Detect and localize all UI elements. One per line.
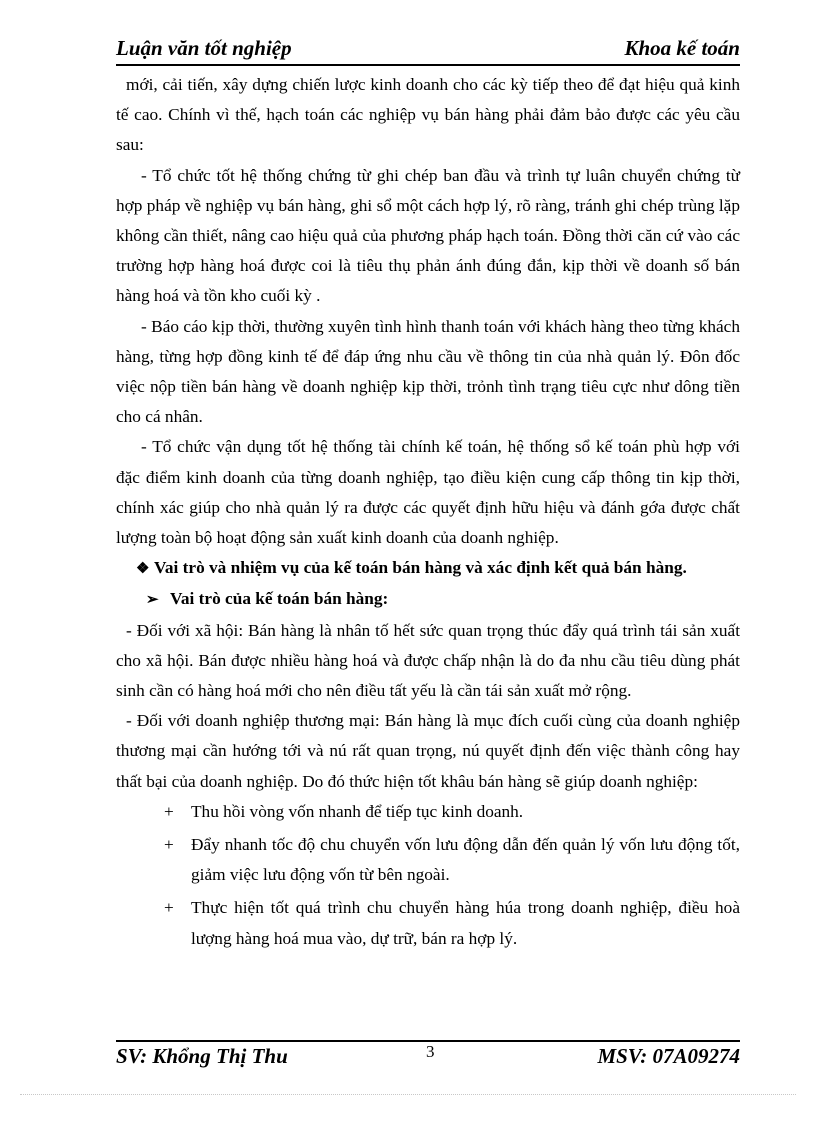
list-item-text: Đẩy nhanh tốc độ chu chuyển vốn lưu động dẫn đến quản lý vốn lưu động tốt, giảm việc lưu động vốn từ bên ngoài. — [191, 835, 740, 885]
subsection-heading — [116, 584, 740, 615]
list-item — [116, 830, 740, 890]
section-heading-text: Vai trò và nhiệm vụ của kế toán bán hàng và xác định kết quả bán hàng. — [154, 558, 687, 578]
section-heading — [116, 553, 740, 584]
page-header — [116, 34, 740, 66]
list-item-text: Thực hiện tốt quá trình chu chuyển hàng húa trong doanh nghiệp, điều hoà lượng hàng hoá mua vào, dự trữ, bán ra hợp lý. — [191, 898, 740, 948]
page-body — [116, 70, 740, 957]
paragraph: mới, cải tiến, xây dựng chiến lược kinh doanh cho các kỳ tiếp theo để đạt hiệu quả kinh tế cao. Chính vì thế, hạch toán các nghiệp vụ bán hàng phải đảm bảo được các yêu cầu sau: — [116, 75, 740, 155]
bullet-list — [116, 797, 740, 954]
footer-student-name: SV: Khổng Thị Thu — [116, 1044, 288, 1068]
footer-student-id: MSV: 07A09274 — [597, 1044, 740, 1068]
list-item — [116, 797, 740, 827]
plus-bullet-icon: + — [164, 835, 174, 855]
list-item — [116, 893, 740, 953]
paragraph: - Báo cáo kịp thời, thường xuyên tình hình thanh toán với khách hàng theo từng khách hàng, từng hợp đồng kinh tế để đáp ứng nhu cầu về thông tin của nhà quản lý. Đôn đốc việc nộp tiền bán hàng về doanh nghiệp kịp thời, trỏnh tình trạng tiêu cực như dông tiền cho cá nhân. — [116, 316, 740, 427]
plus-bullet-icon: + — [164, 898, 174, 918]
paragraph: - Đối với doanh nghiệp thương mại: Bán hàng là mục đích cuối cùng của doanh nghiệp thương mại cần hướng tới và nú rất quan trọng, nú quyết định đến việc thành công hay thất bại của doanh nghiệp. Do đó thức hiện tốt khâu bán hàng sẽ giúp doanh nghiệp: — [116, 711, 740, 791]
paragraph: - Đối với xã hội: Bán hàng là nhân tố hết sức quan trọng thúc đẩy quá trình tái sản xuất cho xã hội. Bán được nhiều hàng hoá và được chấp nhận là do đa nhu cầu tiêu dùng phát sinh cần có hàng hoá mới cho nên điều tất yếu là cần tái sản xuất mở rộng. — [116, 620, 740, 701]
subsection-heading-text: Vai trò của kế toán bán hàng: — [170, 589, 389, 609]
plus-bullet-icon: + — [164, 801, 174, 821]
page-footer — [116, 1040, 740, 1076]
paragraph: - Tổ chức vận dụng tốt hệ thống tài chính kế toán, hệ thống sổ kế toán phù hợp với đặc điểm kinh doanh của từng doanh nghiệp, tạo điều kiện cung cấp thông tin kịp thời, chính xác giúp cho nhà quản lý ra được các quyết định hữu hiệu và đánh gớa được chất lượng toàn bộ hoạt động sản xuất kinh doanh của doanh nghiệp. — [116, 437, 740, 548]
paragraph: - Tổ chức tốt hệ thống chứng từ ghi chép ban đầu và trình tự luân chuyển chứng từ hợp pháp về nghiệp vụ bán hàng, ghi sổ một cách hợp lý, rõ ràng, tránh ghi chép trùng lặp không cần thiết, nâng cao hiệu quả của phương pháp hạch toán. Đồng thời căn cứ vào các trường hợp hàng hoá được coi là tiêu thụ phản ánh đúng đắn, kịp thời về doanh số bán hàng hoá và tồn kho cuối kỳ . — [116, 165, 740, 306]
arrow-bullet-icon: ➢ — [146, 592, 159, 609]
header-department: Khoa kế toán — [624, 36, 740, 60]
header-thesis-title: Luận văn tốt nghiệp — [116, 36, 292, 60]
list-item-text: Thu hồi vòng vốn nhanh để tiếp tục kinh doanh. — [191, 801, 524, 821]
diamond-bullet-icon: ❖ — [136, 561, 150, 578]
page-edge-divider — [20, 1094, 796, 1095]
page-number: 3 — [426, 1042, 435, 1061]
